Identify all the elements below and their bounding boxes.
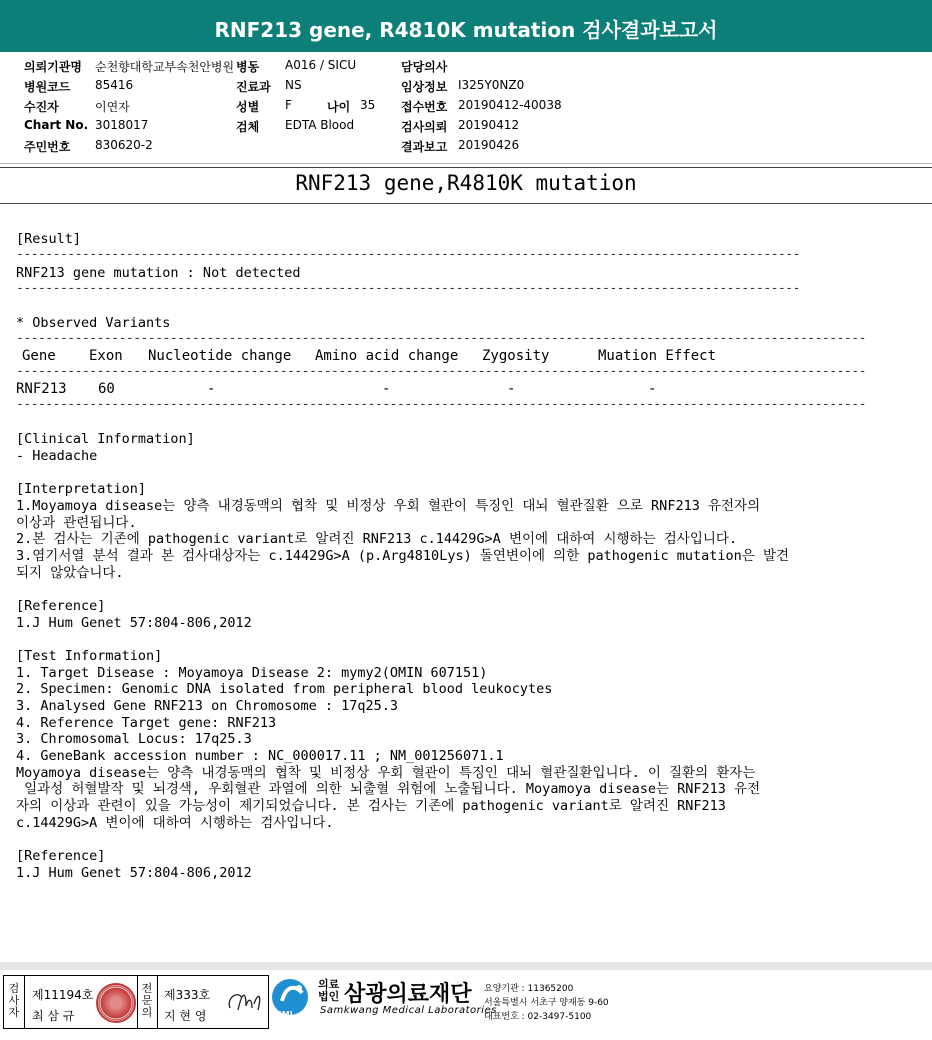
- signature-mark: [224, 984, 264, 1020]
- organization-address: 서울특별시 서초구 양재동 9-60: [484, 998, 609, 1008]
- request-date-label: 검사의뢰: [401, 120, 448, 134]
- reference-line: 1.J Hum Genet 57:804-806,2012: [16, 865, 252, 881]
- doctor-label: 담당의사: [401, 60, 448, 74]
- specimen-label: 검체: [236, 120, 260, 134]
- signature-box: [3, 975, 269, 1029]
- examiner-label: 검사자: [8, 982, 20, 1019]
- variants-heading: * Observed Variants: [16, 315, 171, 331]
- sex-value: F: [285, 98, 292, 112]
- divider: [24, 976, 25, 1028]
- organization-english: Samkwang Medical Laboratories: [320, 1005, 497, 1016]
- specialist-license: 제333호: [164, 988, 211, 1002]
- dashed-rule: --------------------------------------------------------------------------------------------------------------------: [16, 331, 866, 346]
- document-title: RNF213 gene,R4810K mutation: [295, 171, 637, 195]
- test-info-line: 2. Specimen: Genomic DNA isolated from peripheral blood leukocytes: [16, 681, 553, 697]
- divider: [0, 167, 932, 168]
- interpretation-line: 3.염기서열 분석 결과 본 검사대상자는 c.14429G>A (p.Arg4810Lys) 돌연변이에 의한 pathogenic mutation은 발견: [16, 548, 790, 564]
- table-header: Nucleotide change: [148, 348, 292, 364]
- result-heading: [Result]: [16, 231, 82, 247]
- clinical-line: - Headache: [16, 448, 98, 464]
- age-value: 35: [360, 98, 376, 112]
- test-info-line: 3. Analysed Gene RNF213 on Chromosome : 17q25.3: [16, 698, 399, 714]
- table-cell: RNF213: [16, 381, 67, 397]
- sml-logo-mark-icon: [278, 983, 306, 1005]
- table-header: Zygosity: [482, 348, 550, 364]
- test-info-line: 3. Chromosomal Locus: 17q25.3: [16, 731, 252, 747]
- ward-label: 병동: [236, 60, 260, 74]
- hospital-value: 순천향대학교부속천안병원: [95, 60, 235, 74]
- interpretation-line: 이상과 관련됩니다.: [16, 515, 137, 531]
- clinical-info-label: 임상정보: [401, 80, 448, 94]
- table-cell: 60: [98, 381, 115, 397]
- table-header: Gene: [22, 348, 56, 364]
- organization-phone: 대표번호 : 02-3497-5100: [484, 1012, 592, 1022]
- table-cell: -: [648, 381, 657, 397]
- hospital-label: 의뢰기관명: [24, 60, 82, 74]
- test-info-line: 4. Reference Target gene: RNF213: [16, 715, 277, 731]
- test-info-line: 일과성 허혈발작 및 뇌경색, 우회혈관 과열에 의한 뇌출혈 위험에 노출됩니다. Moyamoya disease는 RNF213 유전: [16, 781, 761, 797]
- sml-logo-text: SML: [276, 1010, 295, 1019]
- receipt-label: 접수번호: [401, 100, 448, 114]
- interpretation-line: 되지 않았습니다.: [16, 565, 124, 581]
- table-header: Amino acid change: [315, 348, 459, 364]
- footer-band: [0, 962, 932, 970]
- divider: [0, 163, 932, 164]
- reference-heading: [Reference]: [16, 848, 106, 864]
- resident-id-value: 830620-2: [95, 138, 153, 152]
- table-cell: -: [382, 381, 391, 397]
- dashed-rule: -----------------------------------------------------------------------------------------------------------: [16, 247, 800, 262]
- interpretation-line: 2.본 검사는 기존에 pathogenic variant로 알려진 RNF213 c.14429G>A 변이에 대하여 시행하는 검사입니다.: [16, 531, 738, 547]
- interpretation-heading: [Interpretation]: [16, 481, 147, 497]
- request-date-value: 20190412: [458, 118, 520, 132]
- reference-line: 1.J Hum Genet 57:804-806,2012: [16, 615, 252, 631]
- report-date-value: 20190426: [458, 138, 520, 152]
- test-info-line: c.14429G>A 변이에 대하여 시행하는 검사입니다.: [16, 815, 334, 831]
- test-info-heading: [Test Information]: [16, 648, 163, 664]
- age-label: 나이: [327, 100, 351, 114]
- agency-code: 요양기관 : 11365200: [484, 984, 574, 994]
- table-cell: -: [207, 381, 216, 397]
- dashed-rule: --------------------------------------------------------------------------------------------------------------------: [16, 397, 866, 412]
- test-info-line: 자의 이상과 관련이 있을 가능성이 제기되었습니다. 본 검사는 기존에 pathogenic variant로 알려진 RNF213: [16, 798, 726, 814]
- clinical-info-value: I325Y0NZ0: [458, 78, 525, 92]
- table-header: Exon: [89, 348, 123, 364]
- report-header-banner: [0, 0, 932, 52]
- patient-label: 수진자: [24, 100, 59, 114]
- divider: [137, 976, 138, 1028]
- ward-value: A016 / SICU: [285, 58, 357, 72]
- test-info-line: 4. GeneBank accession number : NC_000017.11 ; NM_001256071.1: [16, 748, 504, 764]
- receipt-value: 20190412-40038: [458, 98, 562, 112]
- result-line: RNF213 gene mutation : Not detected: [16, 265, 301, 281]
- table-cell: -: [507, 381, 516, 397]
- resident-id-label: 주민번호: [24, 140, 71, 154]
- divider: [157, 976, 158, 1028]
- dashed-rule: -----------------------------------------------------------------------------------------------------------: [16, 281, 800, 296]
- organization-name: 삼광의료재단: [344, 982, 472, 1007]
- hospital-code-value: 85416: [95, 78, 134, 92]
- sex-label: 성별: [236, 100, 260, 114]
- specialist-label: 전문의: [141, 982, 153, 1019]
- org-prefix: 의료법인: [318, 978, 340, 1003]
- patient-info-block: [0, 55, 932, 163]
- hospital-code-label: 병원코드: [24, 80, 71, 94]
- chart-no-label: Chart No.: [24, 118, 89, 132]
- department-value: NS: [285, 78, 302, 92]
- examiner-seal: [96, 983, 136, 1023]
- examiner-license: 제11194호: [32, 988, 94, 1002]
- report-title: RNF213 gene, R4810K mutation 검사결과보고서: [214, 18, 718, 42]
- interpretation-line: 1.Moyamoya disease는 양측 내경동맥의 협착 및 비정상 우회 혈관이 특징인 대뇌 혈관질환 으로 RNF213 유전자의: [16, 498, 761, 514]
- examiner-name: 최 삼 규: [32, 1009, 75, 1023]
- clinical-heading: [Clinical Information]: [16, 431, 195, 447]
- dashed-rule: --------------------------------------------------------------------------------------------------------------------: [16, 364, 866, 379]
- chart-no-value: 3018017: [95, 118, 149, 132]
- report-date-label: 결과보고: [401, 140, 448, 154]
- department-label: 진료과: [236, 80, 271, 94]
- table-header: Muation Effect: [598, 348, 717, 364]
- test-info-line: Moyamoya disease는 양측 내경동맥의 협착 및 비정상 우회 혈관이 특징인 대뇌 혈관질환입니다. 이 질환의 환자는: [16, 765, 756, 781]
- patient-value: 이연자: [95, 100, 130, 114]
- divider: [0, 203, 932, 204]
- reference-heading: [Reference]: [16, 598, 106, 614]
- test-info-line: 1. Target Disease : Moyamoya Disease 2: mymy2(OMIN 607151): [16, 665, 488, 681]
- specimen-value: EDTA Blood: [285, 118, 355, 132]
- specialist-name: 지 현 영: [164, 1009, 207, 1023]
